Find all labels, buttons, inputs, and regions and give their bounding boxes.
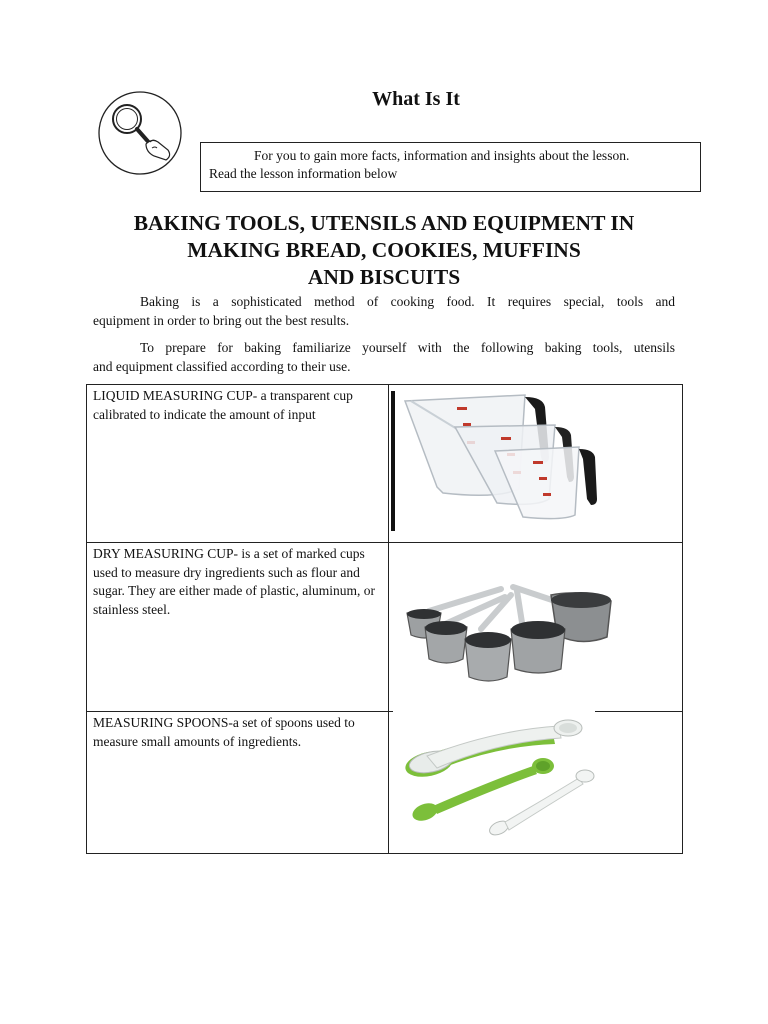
page-title: What Is It bbox=[372, 88, 460, 110]
measuring-spoons-icon bbox=[403, 716, 603, 846]
lesson-title-line2: MAKING BREAD, COOKIES, MUFFINS bbox=[187, 238, 581, 262]
measuring-spoons-photo bbox=[388, 712, 682, 854]
info-text-line2: Read the lesson information below bbox=[209, 166, 398, 181]
dry-measuring-cups-photo bbox=[388, 543, 682, 712]
info-text-line1: For you to gain more facts, information and insights about the lesson. bbox=[254, 148, 630, 163]
lesson-title-line1: BAKING TOOLS, UTENSILS AND EQUIPMENT IN bbox=[133, 211, 635, 235]
tool-description: DRY MEASURING CUP- is a set of marked cups used to measure dry ingredients such as flour and sugar. They are either made of plastic, aluminum, or stainless steel. bbox=[87, 543, 389, 712]
dry-measuring-cups-icon bbox=[401, 567, 631, 687]
prepare-paragraph-line2: and equipment classified according to their use. bbox=[93, 359, 351, 374]
prepare-paragraph-line1: To prepare for baking familiarize yourself with the following baking tools, utensils bbox=[140, 340, 675, 355]
tools-table bbox=[86, 384, 683, 854]
liquid-measuring-cups-icon bbox=[397, 389, 617, 529]
prepare-paragraph bbox=[93, 338, 675, 376]
divider bbox=[391, 391, 395, 531]
intro-paragraph bbox=[93, 292, 675, 330]
info-box bbox=[200, 142, 701, 192]
lesson-title-line3: AND BISCUITS bbox=[307, 265, 461, 289]
intro-paragraph-line1: Baking is a sophisticated method of cooking food. It requires special, tools and bbox=[140, 294, 675, 309]
lesson-title bbox=[86, 210, 682, 291]
tool-description: MEASURING SPOONS-a set of spoons used to measure small amounts of ingredients. bbox=[87, 712, 389, 854]
intro-paragraph-line2: equipment in order to bring out the best results. bbox=[93, 313, 350, 328]
table-row bbox=[87, 543, 683, 712]
tool-description: LIQUID MEASURING CUP- a transparent cup calibrated to indicate the amount of input bbox=[87, 385, 389, 543]
magnifying-glass-icon bbox=[94, 90, 186, 176]
table-row bbox=[87, 385, 683, 543]
liquid-measuring-cups-photo bbox=[388, 385, 682, 543]
table-row bbox=[87, 712, 683, 854]
